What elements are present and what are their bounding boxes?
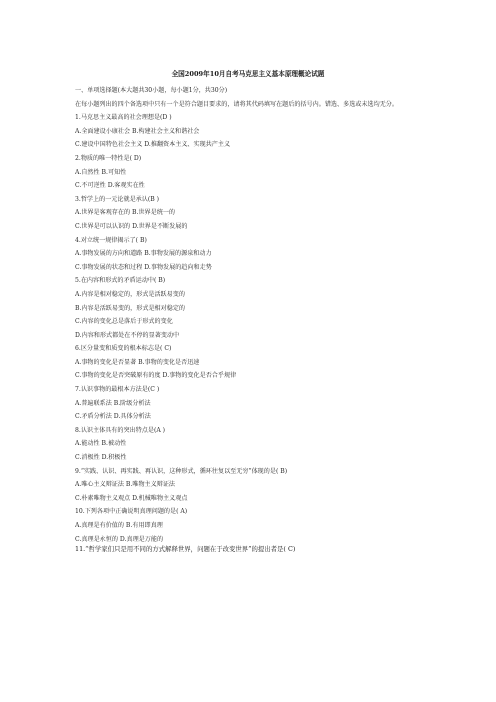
question-stem: 1.马克思主义最高的社会理想是(D ): [75, 114, 172, 122]
instructions: 在每小题列出的四个备选项中只有一个是符合题目要求的，请将其代码填写在题后的括号内。错选、多选或未选均无分。: [75, 100, 398, 108]
question-stem: 7.认识事物的最根本方法是(C ): [75, 386, 160, 394]
question-stem: 9.“实践、认识、再实践、再认识，这种形式，循环往复以至无穷”体现的是( B): [75, 467, 288, 475]
question-options: A.全面建设小康社会 B.构建社会主义和谐社会: [75, 127, 200, 135]
question-options: A.事物发展的方向和道路 B.事物发展的源泉和动力: [75, 250, 212, 258]
question-options: A.真理是有价值的 B.有用即真理: [75, 522, 163, 529]
question-options: C.真理是永恒的 D.真理是万能的: [75, 535, 164, 543]
question-options: B.内容是活跃易变的，形式是相对稳定的: [75, 304, 186, 312]
question-stem: 5.在内容和形式的矛盾运动中( B): [75, 277, 166, 285]
question-list: [75, 111, 430, 559]
question-options: C.内容的变化总是落后于形式的变化: [75, 318, 173, 326]
section-heading: 一、单项选择题(本大题共30小题，每小题1分，共30分): [75, 87, 228, 94]
question-stem: 11.“哲学家们只是用不同的方式解释世界，问题在于改变世界”的提出者是( C): [75, 545, 296, 554]
question-options: A.自然性 B.可知性: [75, 168, 127, 176]
question-options: A.唯心主义辩证法 B.唯物主义辩证法: [75, 481, 176, 489]
question-stem: 4.对立统一规律揭示了( B): [75, 236, 147, 244]
question-options: C.消极性 D.积极性: [75, 454, 127, 462]
question-options: C.世界是可以认识的 D.世界是不断发展的: [75, 222, 188, 230]
question-options: C.矛盾分析法 D.具体分析法: [75, 413, 151, 421]
question-options: C.建设中国特色社会主义 D.推翻资本主义、实现共产主义: [75, 141, 231, 149]
question-stem: 10.下列各项中正确说明真理问题的是( A): [75, 508, 188, 516]
question-stem: 3.哲学上的一元论就是承认(B ): [75, 195, 160, 203]
question-options: A.内容是相对稳定的，形式是活跃易变的: [75, 290, 185, 298]
question-options: C.朴素唯物主义观点 D.机械唯物主义观点: [75, 494, 188, 502]
question-options: A.能动性 B.被动性: [75, 440, 127, 448]
question-options: C.不可逆性 D.客观实在性: [75, 182, 145, 190]
question-stem: 8.认识主体具有的突出特点是(A ): [75, 426, 166, 434]
question-options: C.事物的变化是否突破原有的度 D.事物的变化是否合乎规律: [75, 372, 237, 380]
document-body: [75, 84, 430, 559]
question-options: C.事物发展的状态和过程 D.事物发展的趋向和走势: [75, 263, 212, 271]
question-options: A.世界是客观存在的 B.世界是统一的: [75, 209, 176, 217]
question-options: D.内容和形式都处在不停的显著变动中: [75, 331, 180, 339]
question-stem: 2.物质的唯一特性是( D): [75, 154, 142, 162]
document-title: 全国2009年10月自考马克思主义基本原理概论试题: [171, 70, 325, 78]
question-options: A.普遍联系法 B.阶级分析法: [75, 399, 151, 407]
question-options: A.事物的变化是否显著 B.事物的变化是否迅速: [75, 358, 200, 366]
question-stem: 6.区分量变和质变的根本标志是( C): [75, 345, 172, 353]
